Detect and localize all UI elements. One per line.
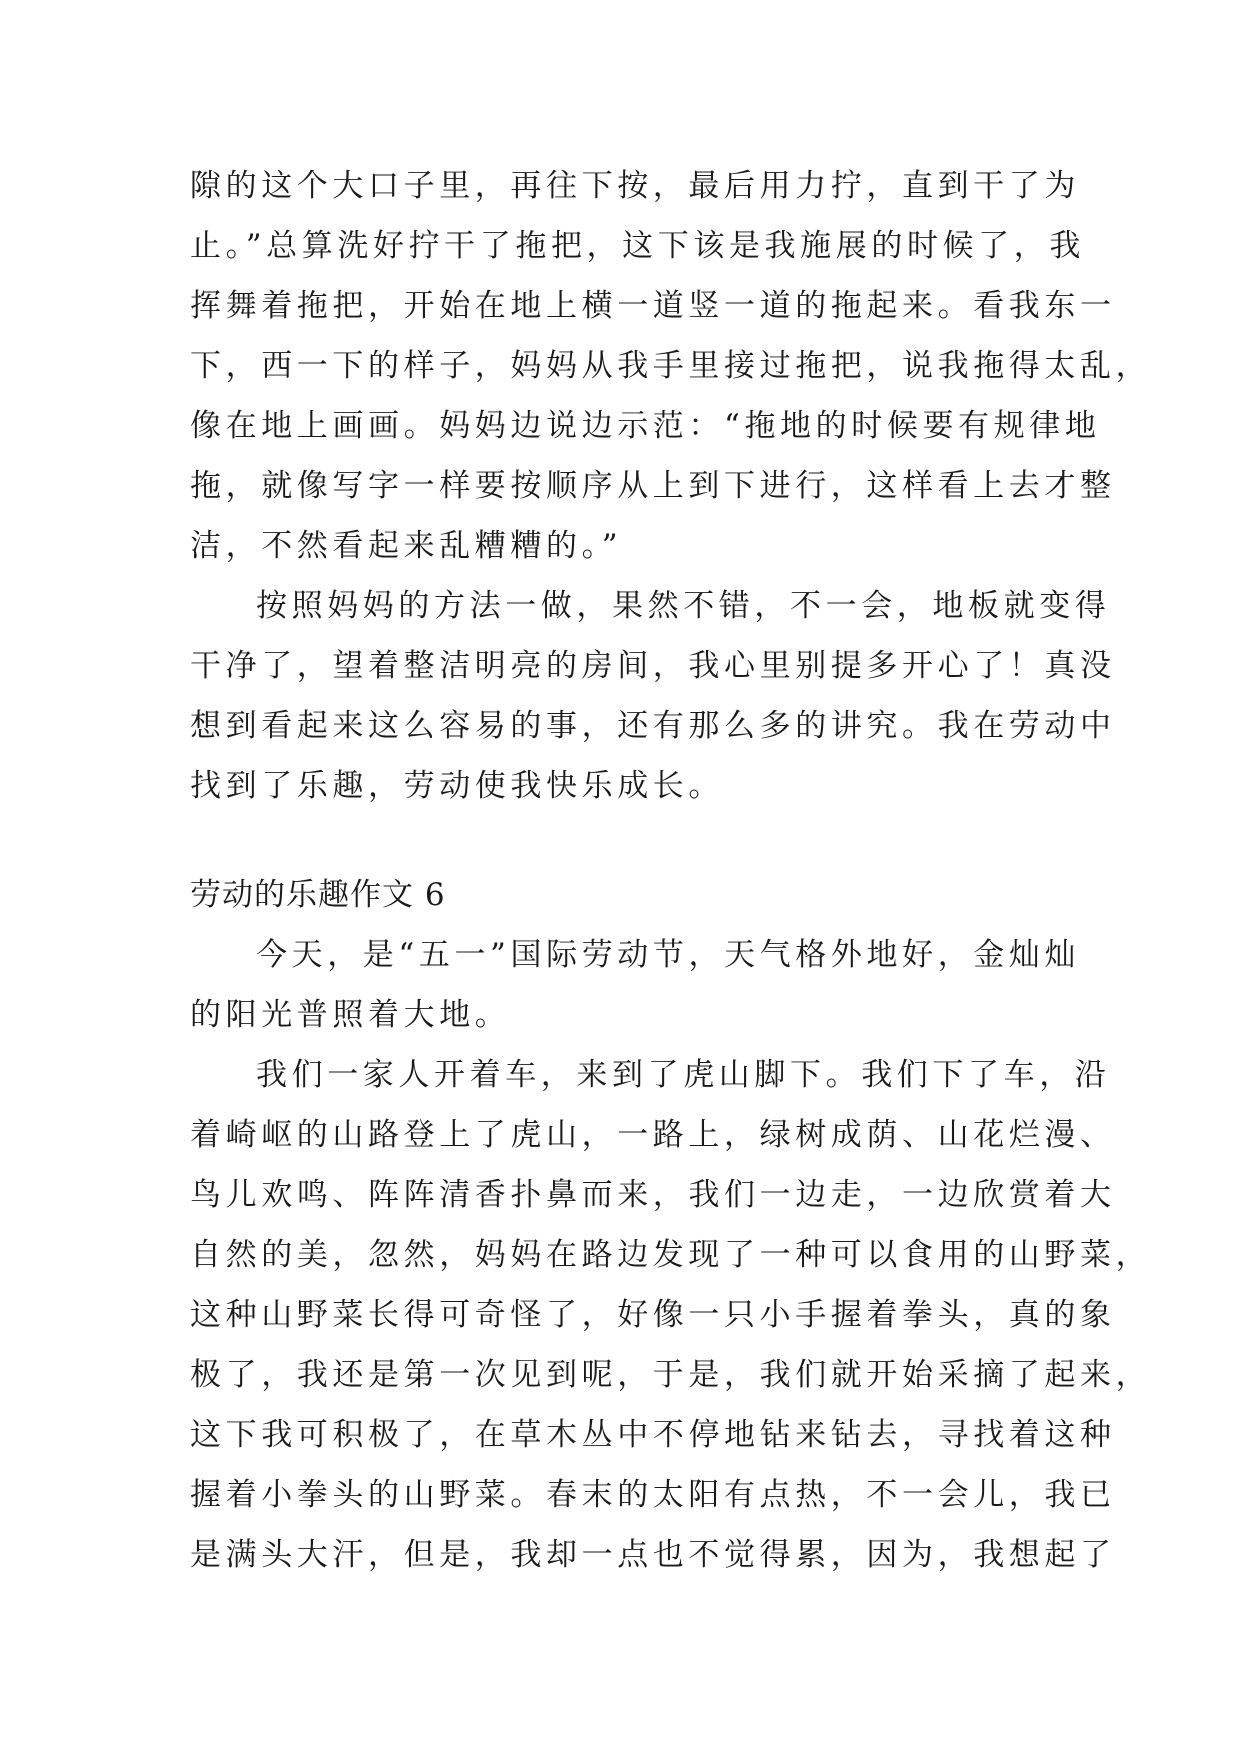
paragraph-line: 像在地上画画。妈妈边说边示范：“拖地的时候要有规律地: [190, 408, 1101, 444]
paragraph-line: 找到了乐趣，劳动使我快乐成长。: [190, 768, 724, 804]
paragraph-line: 止。”总算洗好拧干了拖把，这下该是我施展的时候了，我: [190, 228, 1085, 264]
paragraph-line: 这下我可积极了，在草木丛中不停地钻来钻去，寻找着这种: [190, 1417, 1116, 1453]
paragraph-line: 干净了，望着整洁明亮的房间，我心里别提多开心了！真没: [190, 648, 1116, 684]
paragraph-line: 隙的这个大口子里，再往下按，最后用力拧，直到干了为: [190, 168, 1080, 204]
paragraph-line: 今天，是“五一”国际劳动节，天气格外地好，金灿灿: [256, 937, 1081, 973]
paragraph-line: 握着小拳头的山野菜。春末的太阳有点热，不一会儿，我已: [190, 1477, 1116, 1513]
paragraph-line: 按照妈妈的方法一做，果然不错，不一会，地板就变得: [256, 588, 1111, 624]
paragraph-line: 的阳光普照着大地。: [190, 997, 511, 1033]
section-heading: 劳动的乐趣作文 6: [190, 877, 446, 913]
paragraph-line: 我们一家人开着车，来到了虎山脚下。我们下了车，沿: [256, 1057, 1111, 1093]
paragraph-line: 着崎岖的山路登上了虎山，一路上，绿树成荫、山花烂漫、: [190, 1117, 1116, 1153]
paragraph-line: 挥舞着拖把，开始在地上横一道竖一道的拖起来。看我东一: [190, 288, 1116, 324]
paragraph-line: 是满头大汗，但是，我却一点也不觉得累，因为，我想起了: [190, 1537, 1116, 1573]
paragraph-line: 自然的美，忽然，妈妈在路边发现了一种可以食用的山野菜，: [190, 1237, 1152, 1273]
paragraph-line: 洁，不然看起来乱糟糟的。”: [190, 528, 623, 564]
paragraph-line: 下，西一下的样子，妈妈从我手里接过拖把，说我拖得太乱，: [190, 348, 1152, 384]
paragraph-line: 极了，我还是第一次见到呢，于是，我们就开始采摘了起来，: [190, 1357, 1152, 1393]
paragraph-line: 想到看起来这么容易的事，还有那么多的讲究。我在劳动中: [190, 708, 1116, 744]
paragraph-line: 这种山野菜长得可奇怪了，好像一只小手握着拳头，真的象: [190, 1297, 1116, 1333]
paragraph-line: 鸟儿欢鸣、阵阵清香扑鼻而来，我们一边走，一边欣赏着大: [190, 1177, 1116, 1213]
paragraph-line: 拖，就像写字一样要按顺序从上到下进行，这样看上去才整: [190, 468, 1116, 504]
